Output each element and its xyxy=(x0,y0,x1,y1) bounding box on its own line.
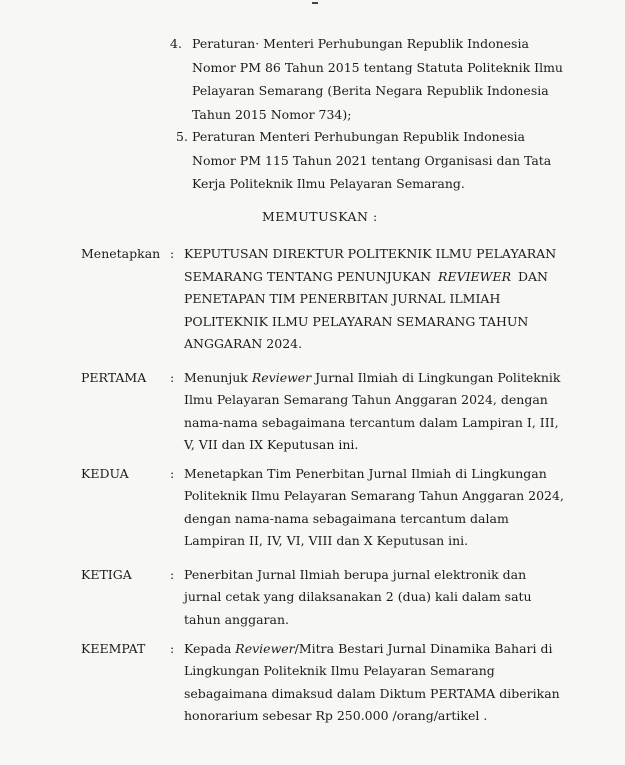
body-line: PENETAPAN TIM PENERBITAN JURNAL ILMIAH xyxy=(184,291,501,306)
body-line: Kepada Reviewer/Mitra Bestari Jurnal Dinamika Bahari di xyxy=(184,641,553,656)
body-line: dengan nama-nama sebagaimana tercantum dalam xyxy=(184,510,509,526)
item-line: Nomor PM 86 Tahun 2015 tentang Statuta Politeknik Ilmu xyxy=(192,59,563,75)
regulation-item-5 xyxy=(176,125,552,196)
keempat-colon: : xyxy=(170,641,175,656)
body-line: jurnal cetak yang dilaksanakan 2 (dua) kali dalam satu xyxy=(184,589,532,605)
keempat-body xyxy=(184,638,560,727)
item-line: Tahun 2015 Nomor 734); xyxy=(192,106,352,122)
body-line: KEPUTUSAN DIREKTUR POLITEKNIK ILMU PELAYARAN xyxy=(184,246,557,261)
body-line: Penerbitan Jurnal Ilmiah berupa jurnal elektronik dan xyxy=(184,567,527,582)
pertama-label: PERTAMA xyxy=(81,370,147,385)
item-number: 4. xyxy=(170,36,182,51)
menetapkan-label: Menetapkan xyxy=(81,246,161,261)
body-line: POLITEKNIK ILMU PELAYARAN SEMARANG TAHUN xyxy=(184,313,529,329)
menetapkan-body xyxy=(184,243,557,356)
regulation-item-4 xyxy=(170,32,563,126)
item-line: Peraturan Menteri Perhubungan Republik Indonesia xyxy=(192,129,525,144)
item-line: Pelayaran Semarang (Berita Negara Republik Indonesia xyxy=(192,83,549,98)
kedua-label: KEDUA xyxy=(81,466,129,481)
body-line: honorarium sebesar Rp 250.000 /orang/artikel . xyxy=(184,707,488,723)
ketiga-body xyxy=(184,564,548,631)
body-line: V, VII dan IX Keputusan ini. xyxy=(184,436,359,452)
item-line: Peraturan· Menteri Perhubungan Republik Indonesia xyxy=(192,36,529,51)
body-line: nama-nama sebagaimana tercantum dalam Lampiran I, III, xyxy=(184,414,559,430)
item-line: Kerja Politeknik Ilmu Pelayaran Semarang. xyxy=(192,176,465,191)
body-line: Menunjuk Reviewer Jurnal Ilmiah di Lingkungan Politeknik xyxy=(184,370,561,385)
body-line: Politeknik Ilmu Pelayaran Semarang Tahun Anggaran 2024, xyxy=(184,488,564,504)
scan-mark xyxy=(312,2,318,4)
keempat-label: KEEMPAT xyxy=(81,641,146,656)
decision-heading: MEMUTUSKAN : xyxy=(262,209,378,224)
body-line: ANGGARAN 2024. xyxy=(184,336,303,351)
body-line: sebagaimana dimaksud dalam Diktum PERTAMA diberikan xyxy=(184,685,560,701)
kedua-colon: : xyxy=(170,466,175,481)
pertama-colon: : xyxy=(170,370,175,385)
body-line: tahun anggaran. xyxy=(184,611,290,627)
menetapkan-colon: : xyxy=(170,246,175,261)
item-number: 5. xyxy=(176,129,188,144)
body-line: SEMARANG TENTANG PENUNJUKAN REVIEWER DAN xyxy=(184,268,548,284)
pertama-body xyxy=(184,367,561,456)
ketiga-colon: : xyxy=(170,567,175,582)
ketiga-label: KETIGA xyxy=(81,567,132,582)
body-line: Lingkungan Politeknik Ilmu Pelayaran Semarang xyxy=(184,663,495,679)
item-line: Nomor PM 115 Tahun 2021 tentang Organisasi dan Tata xyxy=(192,152,552,168)
kedua-body xyxy=(184,463,564,552)
body-line: Lampiran II, IV, VI, VIII dan X Keputusan ini. xyxy=(184,532,469,548)
body-line: Ilmu Pelayaran Semarang Tahun Anggaran 2024, dengan xyxy=(184,392,548,408)
body-line: Menetapkan Tim Penerbitan Jurnal Ilmiah di Lingkungan xyxy=(184,466,547,481)
